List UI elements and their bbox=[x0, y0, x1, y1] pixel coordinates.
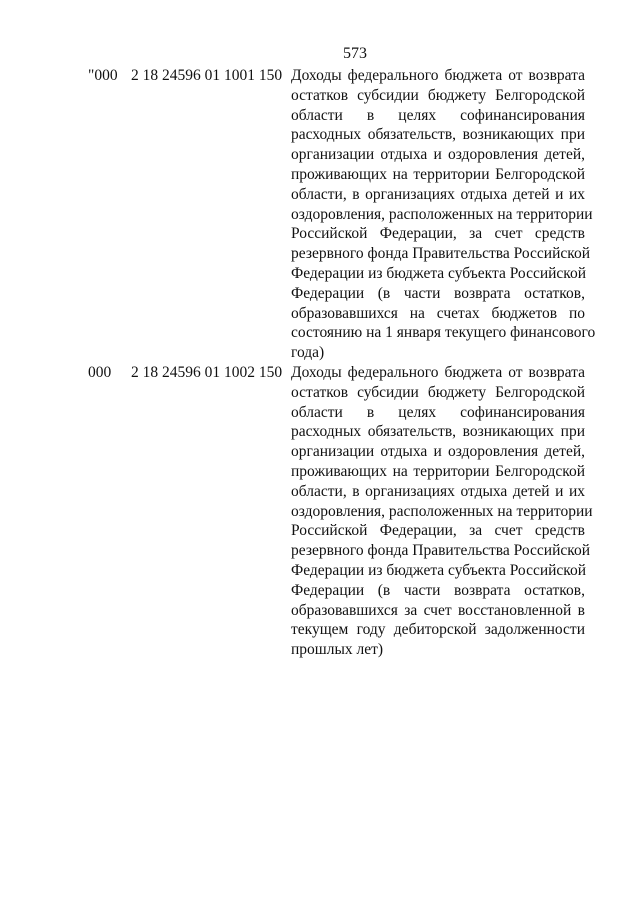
description-line: оздоровления, расположенных на территории bbox=[291, 205, 593, 223]
description-line: резервного фонда Правительства Российской bbox=[291, 542, 591, 560]
description-line: Федерации из бюджета субъекта Российской bbox=[291, 264, 587, 282]
description-line: образовавшихся на счетах бюджетов по bbox=[291, 304, 585, 322]
description-line: прошлых лет) bbox=[291, 641, 384, 659]
description-line: области, в организациях отдыха детей и их bbox=[291, 482, 585, 500]
page-number: 573 bbox=[343, 45, 367, 62]
description-line: текущем году дебиторской задолженности bbox=[291, 621, 585, 639]
description-line: остатков субсидии бюджету Белгородской bbox=[291, 383, 585, 401]
description-line: области, в организациях отдыха детей и их bbox=[291, 185, 585, 203]
description-line: состоянию на 1 января текущего финансового bbox=[291, 324, 596, 342]
description-line: расходных обязательств, возникающих при bbox=[291, 423, 585, 441]
admin-code: 000 bbox=[88, 364, 112, 381]
description-line: организации отдыха и оздоровления детей, bbox=[291, 146, 585, 164]
description-line: проживающих на территории Белгородской bbox=[291, 165, 585, 183]
description-line: Российской Федерации, за счет средств bbox=[291, 522, 585, 540]
description-line: расходных обязательств, возникающих при bbox=[291, 126, 585, 144]
description-line: остатков субсидии бюджету Белгородской bbox=[291, 86, 585, 104]
description-line: Доходы федерального бюджета от возврата bbox=[291, 67, 585, 84]
description-line: организации отдыха и оздоровления детей, bbox=[291, 443, 585, 461]
row-description bbox=[291, 66, 596, 363]
description-line: Федерации из бюджета субъекта Российской bbox=[291, 561, 587, 579]
description-line: образовавшихся за счет восстановленной в bbox=[291, 601, 585, 619]
description-line: Федерации (в части возврата остатков, bbox=[291, 284, 585, 302]
description-line: Российской Федерации, за счет средств bbox=[291, 225, 585, 243]
description-line: проживающих на территории Белгородской bbox=[291, 462, 585, 480]
description-line: оздоровления, расположенных на территории bbox=[291, 502, 593, 520]
kbk-code: 2 18 24596 01 1002 150 bbox=[131, 364, 283, 381]
description-line: резервного фонда Правительства Российской bbox=[291, 245, 591, 263]
row-description bbox=[291, 363, 593, 660]
description-line: области в целях софинансирования bbox=[291, 106, 585, 124]
description-line: Доходы федерального бюджета от возврата bbox=[291, 364, 585, 381]
description-line: Федерации (в части возврата остатков, bbox=[291, 581, 585, 599]
description-line: области в целях софинансирования bbox=[291, 403, 585, 421]
kbk-code: 2 18 24596 01 1001 150 bbox=[131, 67, 283, 84]
description-line: года) bbox=[291, 344, 325, 362]
admin-code: "000 bbox=[88, 67, 118, 84]
